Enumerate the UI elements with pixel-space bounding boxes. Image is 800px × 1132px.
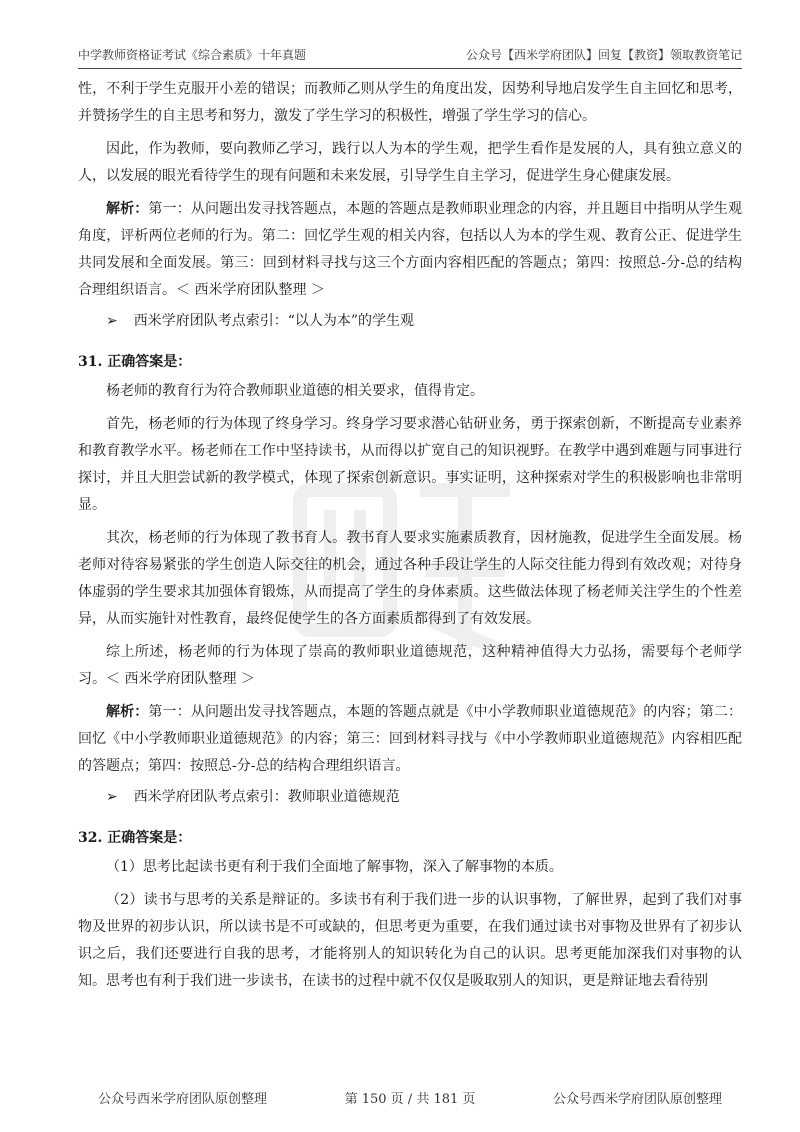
topic-index <box>106 784 742 811</box>
header-promo: 公众号【西米学府团队】回复【教资】领取教资笔记 <box>465 48 742 62</box>
header-title: 中学教师资格证考试《综合素质》十年真题 <box>78 48 307 62</box>
analysis-text: 第一：从问题出发寻找答题点，本题的答题点就是《中小学教师职业道德规范》的内容；第二：回忆《中小学教师职业道德规范》的内容；第三：回到材料寻找与《中小学教师职业道德规范》内容相匹配的答题点；第四：按照总-分-总的结构合理组织语言。 <box>78 704 743 774</box>
arrow-bullet-icon: ➢ <box>106 313 118 329</box>
paragraph: 性，不利于学生克服开小差的错误；而教师乙则从学生的角度出发，因势利导地启发学生自主回忆和思考，并赞扬学生的自主思考和努力，激发了学生学习的积极性，增强了学生学习的信心。 <box>78 81 742 124</box>
topic-index <box>106 308 742 335</box>
analysis-paragraph <box>78 196 742 304</box>
paragraph: 综上所述，杨老师的行为体现了崇高的教师职业道德规范，这种精神值得大力弘扬，需要每个老师学习。＜ 西米学府团队整理 ＞ <box>78 644 742 687</box>
page-content <box>78 76 742 995</box>
question-31-title: 31. 正确答案是： <box>78 354 192 370</box>
footer-right: 公众号西米学府团队原创整理 <box>552 1092 722 1107</box>
topic-index-text: 西米学府团队考点索引：教师职业道德规范 <box>133 789 400 805</box>
paragraph: 因此，作为教师，要向教师乙学习，践行以人为本的学生观，把学生看作是发展的人，具有独立意义的人，以发展的眼光看待学生的现有问题和未来发展，引导学生自主学习，促进学生身心健康发展。 <box>78 141 742 184</box>
analysis-label: 解析： <box>106 201 149 217</box>
footer-left: 公众号西米学府团队原创整理 <box>98 1092 268 1107</box>
paragraph: 杨老师的教育行为符合教师职业道德的相关要求，值得肯定。 <box>106 383 484 399</box>
page-number: 第 150 页 / 共 181 页 <box>344 1092 476 1107</box>
paragraph: （1）思考比起读书更有利于我们全面地了解事物，深入了解事物的本质。 <box>106 859 563 875</box>
page-footer <box>78 1088 742 1108</box>
analysis-paragraph <box>78 699 742 780</box>
topic-index-text: 西米学府团队考点索引：“以人为本”的学生观 <box>133 313 415 329</box>
analysis-label: 解析： <box>106 704 149 720</box>
question-32-title: 32. 正确答案是： <box>78 830 192 846</box>
analysis-text: 第一：从问题出发寻找答题点，本题的答题点是教师职业理念的内容，并且题目中指明从学生观角度，评析两位老师的行为。第二：回忆学生观的相关内容，包括以人为本的学生观、教育公正、促进学生共同发展和全面发展。第三：回到材料寻找与这三个方面内容相匹配的答题点；第四：按照总-分-总的结构合理组织语言。＜ 西米学府团队整理 ＞ <box>78 201 743 298</box>
paragraph: 其次，杨老师的行为体现了教书育人。教书育人要求实施素质教育，因材施教，促进学生全面发展。杨老师对待容易紧张的学生创造人际交往的机会，通过各种手段让学生的人际交往能力得到有效改观；对待身体虚弱的学生要求其加强体育锻炼，从而提高了学生的身体素质。这些做法体现了杨老师关注学生的个性差异，从而实施针对性教育，最终促使学生的各方面素质都得到了有效发展。 <box>78 530 742 627</box>
paragraph: （2）读书与思考的关系是辩证的。多读书有利于我们进一步的认识事物，了解世界，起到了我们对事物及世界的初步认识，所以读书是不可或缺的，但思考更为重要，在我们通过读书对事物及世界有了初步认识之后，我们还要进行自我的思考，才能将别人的知识转化为自己的认识。思考更能加深我们对事物的认知。思考也有利于我们进一步读书，在读书的过程中就不仅仅是吸取别人的知识，更是辩证地去看待别 <box>78 892 742 989</box>
paragraph: 首先，杨老师的行为体现了终身学习。终身学习要求潜心钻研业务，勇于探索创新，不断提高专业素养和教育教学水平。杨老师在工作中坚持读书，从而得以扩宽自己的知识视野。在教学中遇到难题与同事进行探讨，并且大胆尝试新的教学模式，体现了探索创新意识。事实证明，这种探索对学生的积极影响也非常明显。 <box>78 416 742 513</box>
arrow-bullet-icon: ➢ <box>106 789 118 805</box>
page-header <box>78 44 742 69</box>
